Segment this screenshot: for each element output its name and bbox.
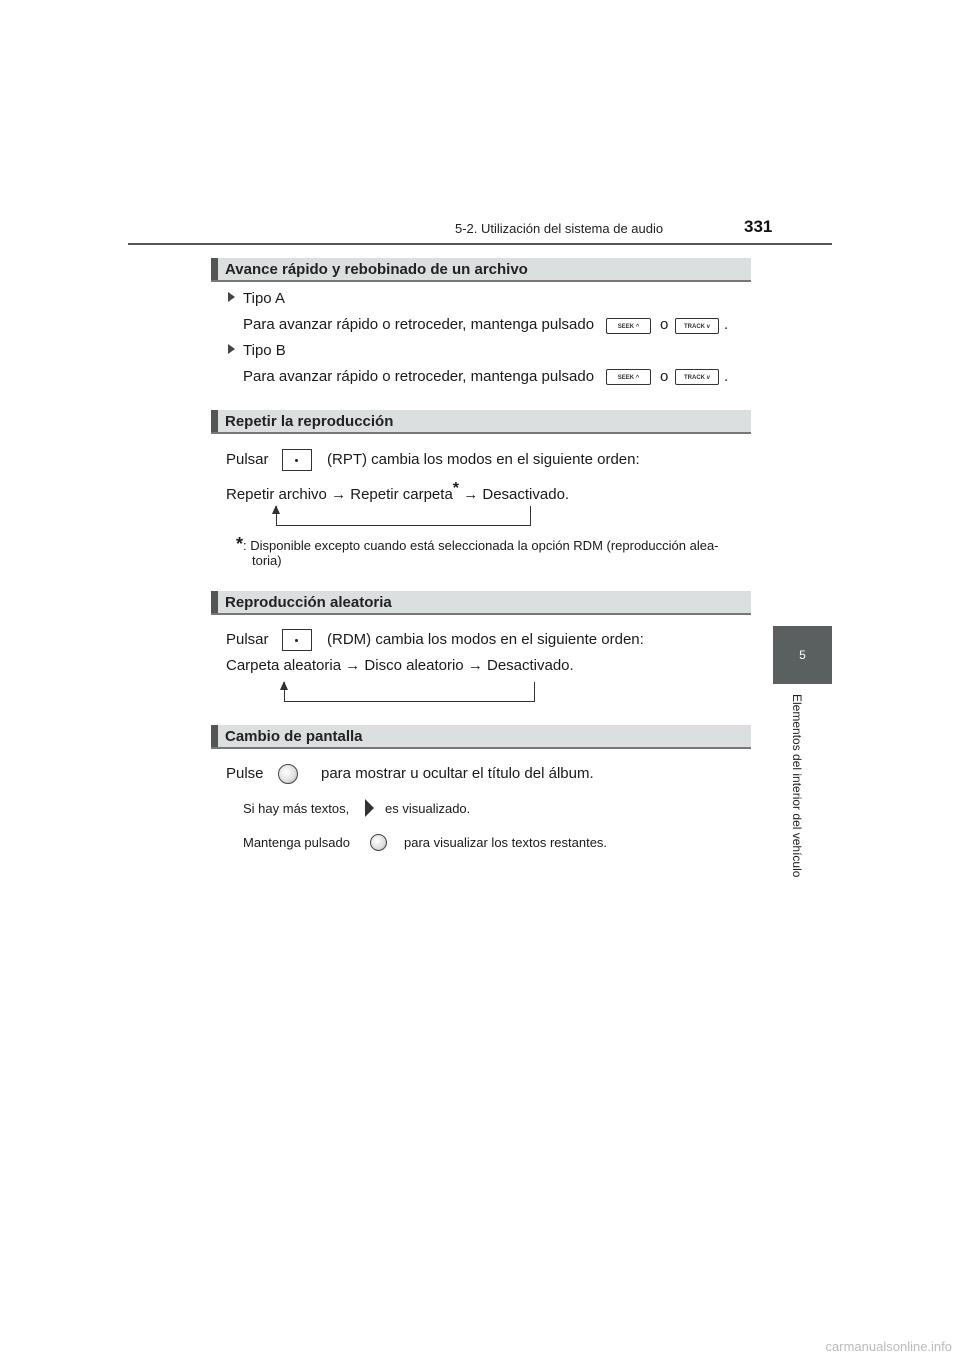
section-heading-random xyxy=(211,591,751,615)
watermark: carmanualsonline.info xyxy=(825,1339,952,1354)
period: . xyxy=(724,368,729,385)
type-a-text: Para avanzar rápido o retroceder, mantenga pulsado xyxy=(243,316,595,333)
chapter-title-vertical: Elementos del interior del vehículo xyxy=(790,694,804,878)
seek-up-button-icon: SEEK ^ xyxy=(606,369,651,385)
section-title: Cambio de pantalla xyxy=(225,728,363,745)
arrow-right-icon: → xyxy=(331,486,347,503)
cycle-arrow-icon xyxy=(272,505,280,514)
display-instruction: para mostrar u ocultar el título del álbum. xyxy=(321,765,594,782)
type-a-label: Tipo A xyxy=(228,290,285,307)
chapter-number: 5 xyxy=(799,648,806,662)
repeat-press-label: Pulsar xyxy=(226,451,269,468)
arrow-right-icon: → xyxy=(467,657,483,674)
rpt-key-icon xyxy=(282,449,312,471)
repeat-footnote: *: Disponible excepto cuando está seleccionada la opción RDM (reproducción alea- xyxy=(236,534,719,554)
section-heading-fast-forward xyxy=(211,258,751,282)
random-instruction: (RDM) cambia los modos en el siguiente orden: xyxy=(327,631,644,648)
display-note-2-pre: Mantenga pulsado xyxy=(243,835,350,850)
display-note-1-pre: Si hay más textos, xyxy=(243,801,350,816)
period: . xyxy=(724,316,729,333)
random-press-label: Pulsar xyxy=(226,631,269,648)
display-note-1-post: es visualizado. xyxy=(385,801,471,816)
type-b-text: Para avanzar rápido o retroceder, mantenga pulsado xyxy=(243,368,595,385)
repeat-sequence: Repetir archivo → Repetir carpeta* → Desactivado. xyxy=(226,480,570,503)
repeat-footnote-cont: toria) xyxy=(252,553,282,568)
text-knob-icon xyxy=(370,834,387,851)
random-cycle-line xyxy=(284,682,535,702)
bullet-triangle-icon xyxy=(228,344,235,354)
more-text-indicator-icon xyxy=(365,799,374,817)
header-section-title: 5-2. Utilización del sistema de audio xyxy=(455,221,664,236)
bullet-triangle-icon xyxy=(228,292,235,302)
repeat-cycle-line xyxy=(276,506,531,526)
page-number: 331 xyxy=(744,217,773,236)
arrow-right-icon: → xyxy=(345,657,361,674)
cycle-arrow-icon xyxy=(280,681,288,690)
repeat-instruction: (RPT) cambia los modos en el siguiente orden: xyxy=(327,451,640,468)
section-title: Reproducción aleatoria xyxy=(225,594,392,611)
arrow-right-icon: → xyxy=(463,486,479,503)
chapter-tab xyxy=(773,626,832,684)
seek-up-button-icon: SEEK ^ xyxy=(606,318,651,334)
section-title: Avance rápido y rebobinado de un archivo xyxy=(225,261,528,278)
track-down-button-icon: TRACK v xyxy=(675,369,719,385)
rdm-key-icon xyxy=(282,629,312,651)
display-note-2-post: para visualizar los textos restantes. xyxy=(404,835,608,850)
section-title: Repetir la reproducción xyxy=(225,413,394,430)
text-knob-icon xyxy=(278,764,298,784)
section-heading-repeat xyxy=(211,410,751,434)
header-rule xyxy=(128,243,832,245)
section-heading-display xyxy=(211,725,751,749)
type-b-label: Tipo B xyxy=(228,342,286,359)
or-text: o xyxy=(660,368,669,385)
random-sequence: Carpeta aleatoria → Disco aleatorio → Desactivado. xyxy=(226,657,574,674)
display-press-label: Pulse xyxy=(226,765,264,782)
or-text: o xyxy=(660,316,669,333)
track-down-button-icon: TRACK v xyxy=(675,318,719,334)
